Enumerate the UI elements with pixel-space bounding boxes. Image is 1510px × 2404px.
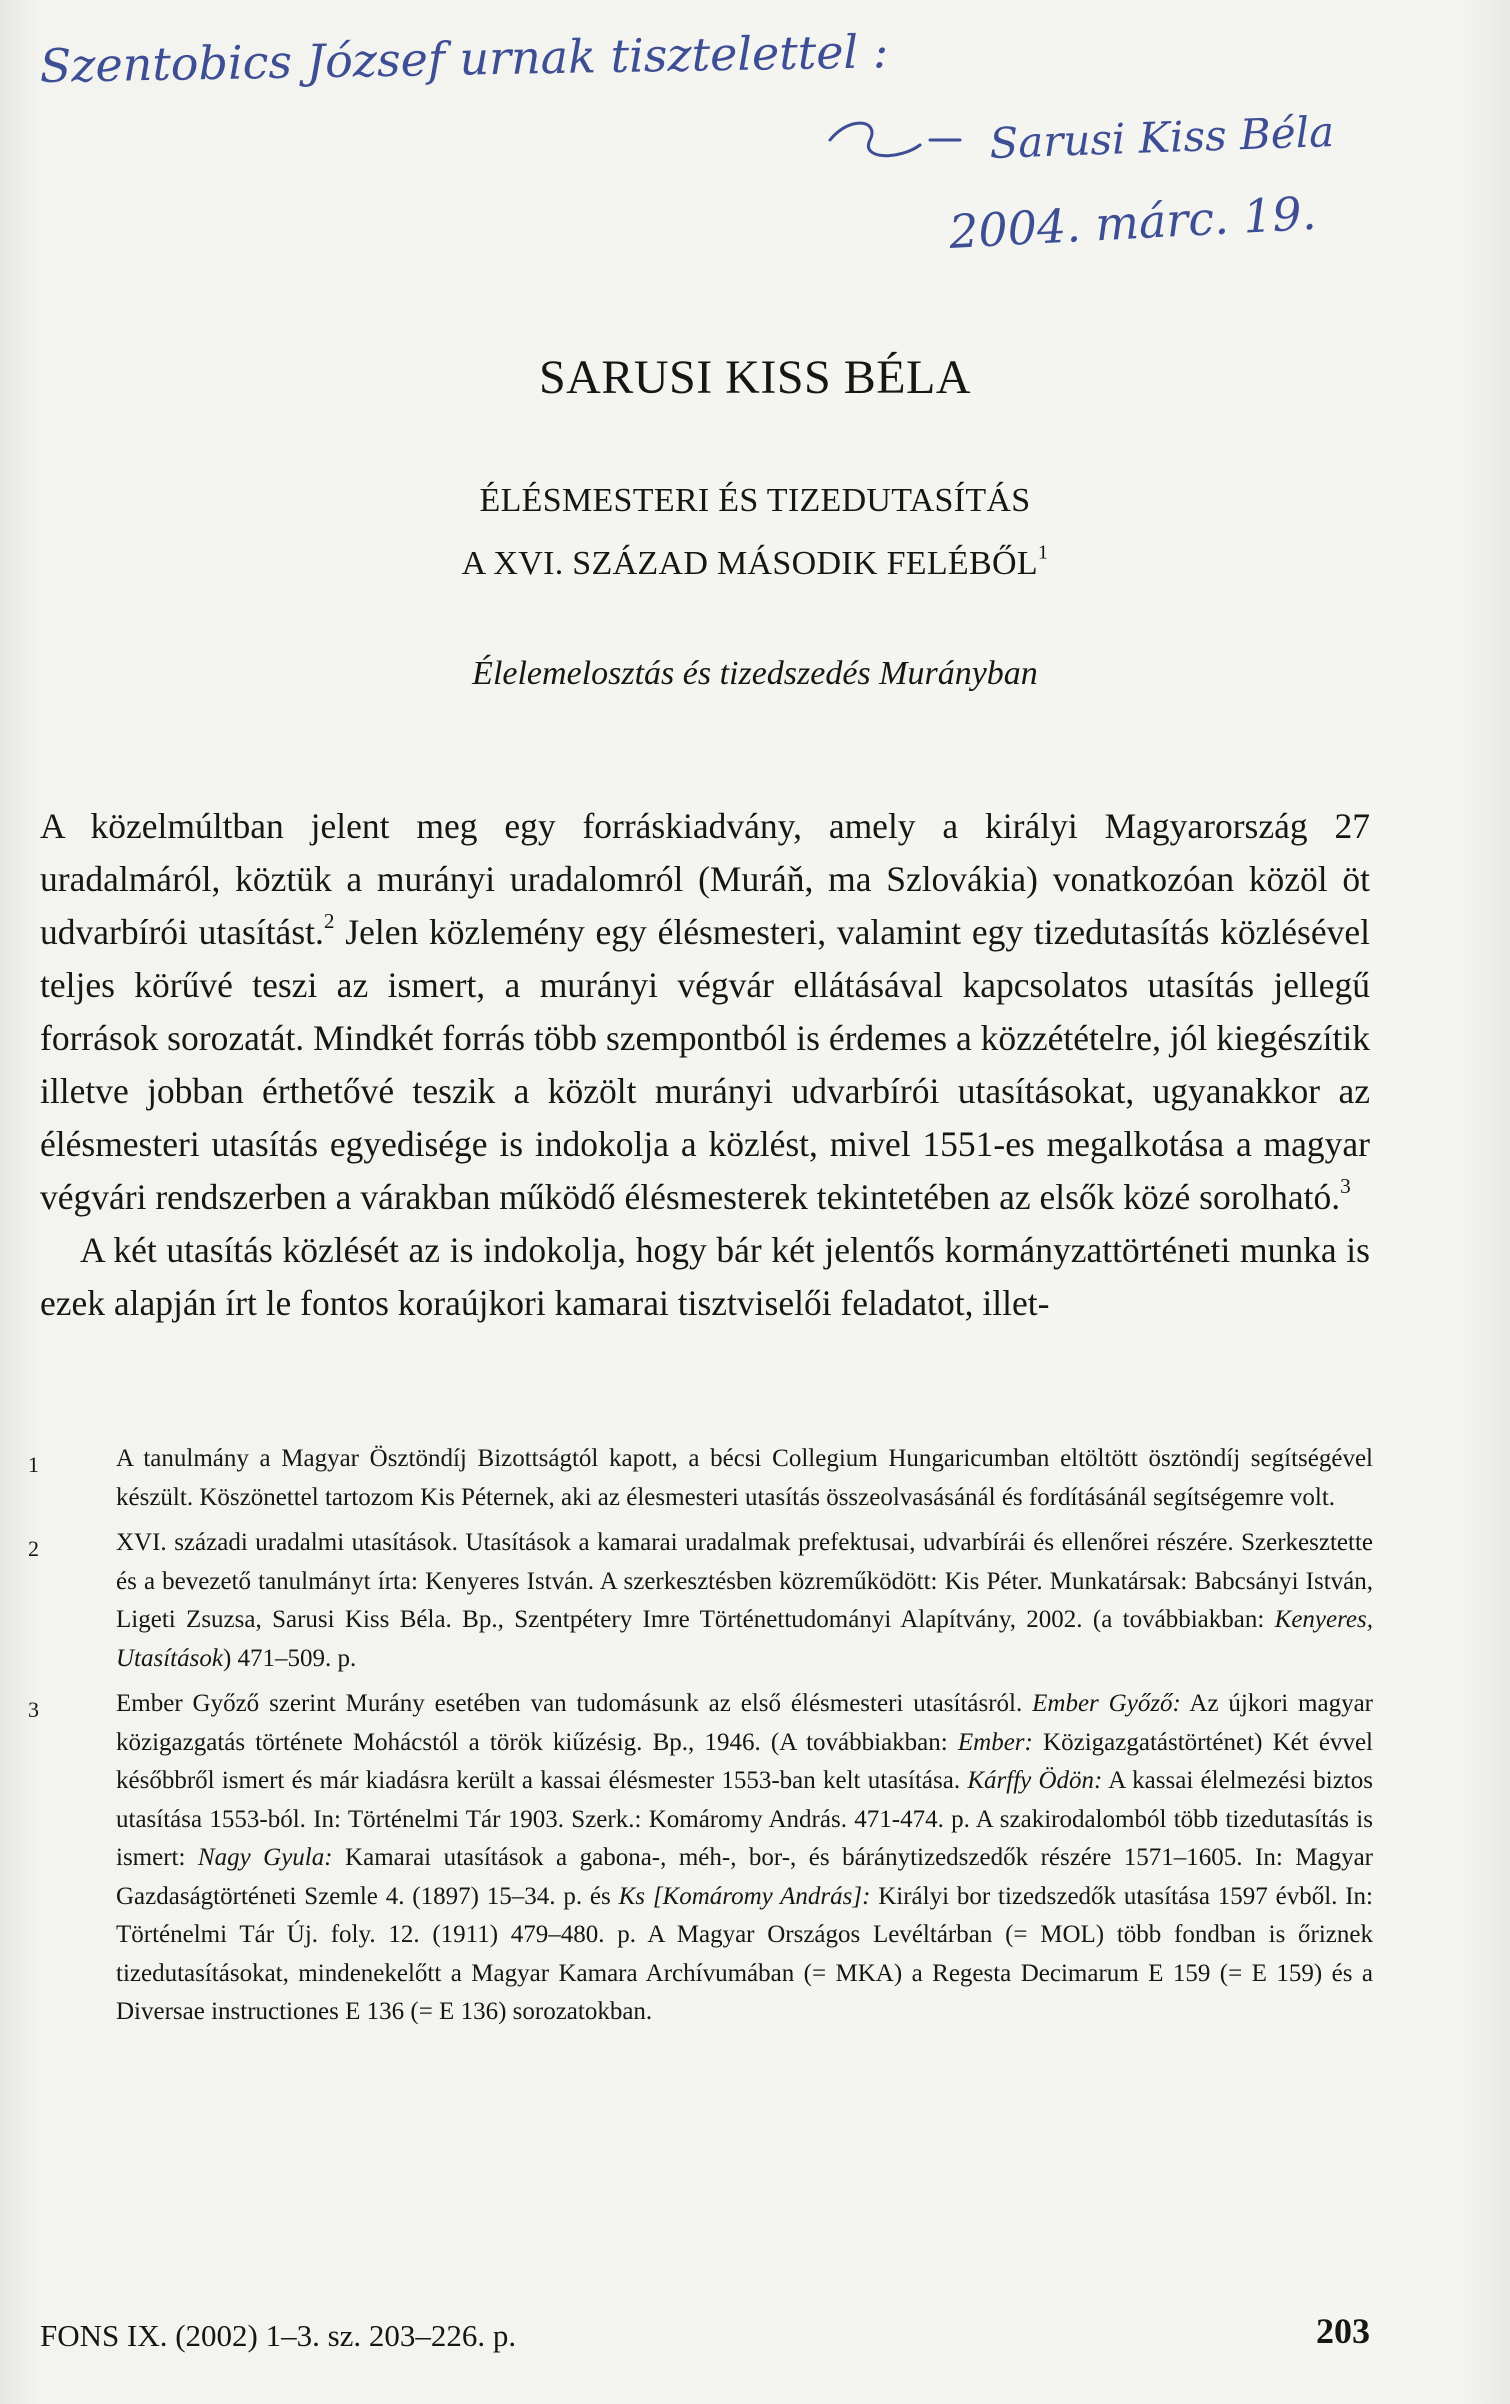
fn3-i1: Ember Győző: bbox=[1032, 1690, 1181, 1717]
footnote-number: 1 bbox=[28, 1452, 39, 1477]
footnote-3 bbox=[28, 1685, 1373, 2032]
footnote-ref-2: 2 bbox=[323, 909, 335, 934]
fn3-s4: A kassai élelmezési biztos utasítása 1553-ból. In: Történelmi Tár 1903. Szerk.: Komáromy András. 471-474. p. A szakirodalomból több tizedutasítás is ismert: bbox=[116, 1767, 1373, 1871]
body-text bbox=[40, 800, 1370, 1330]
article-title-line2 bbox=[0, 541, 1510, 583]
fn3-i3: Kárffy Ödön: bbox=[967, 1767, 1103, 1794]
article-title-line1: ÉLÉSMESTERI ÉS TIZEDUTASÍTÁS bbox=[479, 482, 1031, 519]
journal-citation: FONS IX. (2002) 1–3. sz. 203–226. p. bbox=[40, 2318, 517, 2353]
handwritten-dedication bbox=[0, 0, 1510, 300]
page-number: 203 bbox=[1316, 2311, 1370, 2351]
footnote-number: 2 bbox=[28, 1536, 39, 1561]
author-name: SARUSI KISS BÉLA bbox=[538, 351, 972, 404]
paragraph-1 bbox=[40, 800, 1370, 1224]
fn3-i4: Nagy Gyula: bbox=[197, 1844, 333, 1871]
dedication-line: Szentobics József urnak tisztelettel : bbox=[39, 24, 889, 93]
footnote-2 bbox=[28, 1524, 1373, 1678]
fn3-s1: Ember Győző szerint Murány esetében van tudomásunk az első élésmesteri utasításról. bbox=[116, 1690, 1033, 1717]
title-text: A XVI. SZÁZAD MÁSODIK FELÉBŐL bbox=[461, 545, 1038, 582]
footnote-number: 3 bbox=[28, 1697, 39, 1722]
footnote-text bbox=[116, 1685, 1373, 2032]
footnote-2-text-b: ) 471–509. p. bbox=[222, 1644, 357, 1672]
paragraph-1-part-a: A közelmúltban jelent meg egy forráskiadvány, amely a királyi Magyarország 27 uradalmáról, köztük a murányi uradalomról (Muráň, ma Szlovákia) vonatkozóan közöl öt udvarbírói utasítást. bbox=[40, 806, 1370, 952]
fn3-i5: Ks [Komáromy András]: bbox=[618, 1882, 871, 1910]
paragraph-2: A két utasítás közlését az is indokolja, hogy bár két jelentős kormányzattörténeti munka is ezek alapján írt le fontos koraújkori kamarai tisztviselői feladatot, illet- bbox=[40, 1230, 1370, 1323]
footnote-text: A tanulmány a Magyar Ösztöndíj Bizottságtól kapott, a bécsi Collegium Hungaricumban eltöltött ösztöndíj segítségével készült. Köszönettel tartozom Kis Péternek, aki az élesmesteri utasítás összeolvasásánál és fordításánál segítségemre volt. bbox=[116, 1445, 1373, 1511]
footnote-1 bbox=[28, 1440, 1373, 1517]
fn3-s2: Az újkori magyar közigazgatás története Mohácstól a török kiűzésig. Bp., 1946. (A továbbiakban: bbox=[116, 1690, 1374, 1756]
fn3-s3: Közigazgatástörténet) Két évvel későbbről ismert és már kiadásra került a kassai élésmester 1553-ban kelt utasítása. bbox=[116, 1728, 1373, 1794]
signature: Sarusi Kiss Béla bbox=[988, 106, 1335, 168]
fn3-s6: Királyi bor tizedszedők utasítása 1597 évből. In: Történelmi Tár Új. foly. 12. (1911) 479–480. p. A Magyar Országos Levéltárban (= MOL) több fondban is őriznek tizedutasításokat, mindenekelőtt a Magyar Kamara Archívumában (= MKA) a Regesta Decimarum E 159 (= E 159) és a Diversae instructiones E 136 (= E 136) sorozatokban. bbox=[116, 1882, 1374, 2025]
footnote-ref-3: 3 bbox=[1340, 1174, 1351, 1199]
signature-flourish bbox=[830, 123, 960, 156]
fn3-s5: Kamarai utasítások a gabona-, méh-, bor-, és báránytizedszedők részére 1571–1605. In: Magyar Gazdaságtörténeti Szemle 4. (1897) 15–34. p. és bbox=[116, 1844, 1373, 1910]
dedication-date: 2004. márc. 19. bbox=[947, 185, 1318, 259]
footnote-2-text-a: XVI. századi uradalmi utasítások. Utasítások a kamarai uradalmak prefektusai, udvarbírái és ellenőrei részére. Szerkesztette és a bevezető tanulmányt írta: Kenyeres István. A szerkesztésben közreműködött: Kis Péter. Munkatársak: Babcsányi István, Ligeti Zsuzsa, Sarusi Kiss Béla. Bp., Szentpétery Imre Történettudományi Alapítvány, 2002. (a továbbiakban: bbox=[116, 1529, 1373, 1633]
footnote-text bbox=[116, 1524, 1373, 1678]
footnote-ref-1: 1 bbox=[1037, 541, 1049, 564]
footnote-2-abbrev: Kenyeres, Utasítások bbox=[116, 1606, 1373, 1672]
footnotes bbox=[28, 1440, 1373, 2039]
fn3-i2: Ember: bbox=[957, 1728, 1033, 1756]
article-subtitle: Élelemelosztás és tizedszedés Murányban bbox=[472, 655, 1038, 692]
paragraph-1-part-b: Jelen közlemény egy élésmesteri, valamint egy tizedutasítás közlésével teljes körűvé teszi az ismert, a murányi végvár ellátásával kapcsolatos utasítás jellegű források sorozatát. Mindkét forrás több szempontból is érdemes a közzétételre, jól kiegészítik illetve jobban érthetővé teszik a közölt murányi udvarbírói utasításokat, ugyanakkor az élésmesteri utasítás egyedisége is indokolja a közlést, mivel 1551-es megalkotása a magyar végvári rendszerben a várakban működő élésmesterek tekintetében az elsők közé sorolható. bbox=[40, 912, 1370, 1217]
